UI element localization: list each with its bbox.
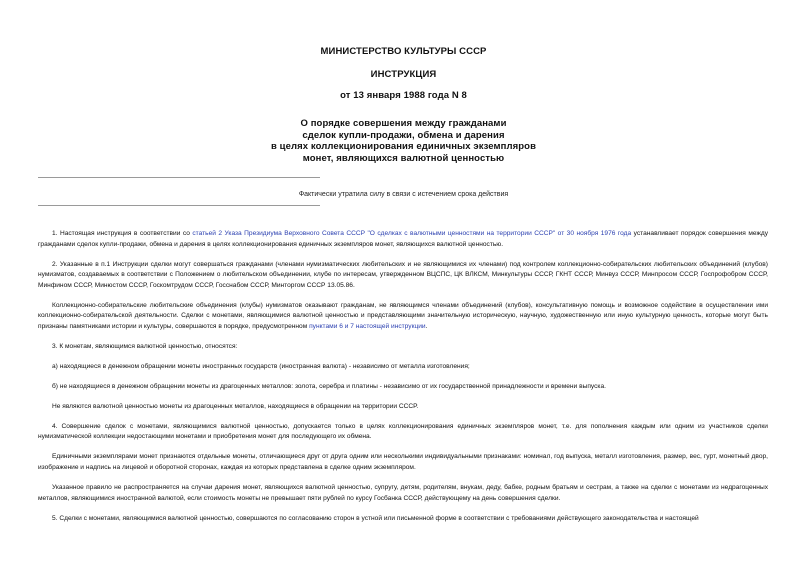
paragraph-6: б) не находящиеся в денежном обращении монеты из драгоценных металлов: золота, серебра и платины - независимо от их государственной принадлежности и времени выпуска.: [52, 382, 606, 390]
paragraph-1: 1. Настоящая инструкция в соответствии со статьей 2 Указа Президиума Верховного Совета СССР "О сделках с валютными ценностями на территории СССР" от 30 ноября 1976 года устанавливает порядок совершения между гражданами сделок купли-продажи, обмена и дарения в целях коллекционирования единичных экземпляров монет, являющихся валютной ценностью.: [38, 230, 769, 248]
document-subject: [0, 118, 807, 164]
paragraph-5: а) находящиеся в денежном обращении монеты иностранных государств (иностранная валюта) - независимо от металла изготовления;: [52, 362, 470, 370]
subject-line: сделок купли-продажи, обмена и дарения: [302, 129, 505, 141]
paragraph-7: Не являются валютной ценностью монеты из драгоценных металлов, находящиеся в обращении на территории СССР.: [52, 402, 419, 410]
divider-line: [38, 177, 320, 178]
subject-line: монет, являющихся валютной ценностью: [302, 152, 505, 164]
document-body: [38, 229, 768, 534]
instruction-items-link[interactable]: пунктами 6 и 7 настоящей инструкции: [309, 322, 426, 330]
divider-line: [38, 205, 320, 206]
paragraph-10: Указанное правило не распространяется на случаи дарения монет, являющихся валютной ценностью, супругу, детям, родителям, внукам, деду, бабке, родным братьям и сестрам, а также на сделки с монетами из недрагоценных металлов, являющимися иностранной валютой, если стоимость монеты не превышает пяти рублей по курсу Госбанка СССР, действующему на день совершения сделки.: [38, 484, 768, 502]
status-note: Фактически утратила силу в связи с истечением срока действия: [298, 191, 509, 198]
subject-line: в целях коллекционирования единичных экземпляров: [270, 141, 537, 152]
paragraph-3: Коллекционно-собирательские любительские объединения (клубы) нумизматов оказывают гражданам, не являющимся членами объединений (клубов), консультативную помощь и возможное содействие в осуществлении ими коллекционно-собирательской деятельности. Сделки с монетами, являющимися валютной ценностью и представляющими значительную историческую, научную, художественную или иную культурную ценность, которые могут быть признаны памятниками истории и культуры, совершаются в порядке, предусмотренном пунктами 6 и 7 настоящей инструкции.: [38, 301, 768, 330]
paragraph-8: 4. Совершение сделок с монетами, являющимися валютной ценностью, допускается только в целях коллекционирования единичных экземпляров монет, т.е. для пополнения каждым или одним из участников сделки нумизматической коллекции недостающими монетами и приобретения монет для последующего их обмена.: [38, 422, 768, 441]
paragraph-2: 2. Указанные в п.1 Инструкции сделки могут совершаться гражданами (членами нумизматических любительских и не являющимися их членами) под контролем коллекционно-собирательских любительских объединений (клубов) нумизматов, создаваемых в соответствии с Положением о любительском объединении, клубе по интересам, утвержденном ВЦСПС, ЦК ВЛКСМ, Минкультуры СССР, ГКНТ СССР, Минвуз СССР, Минпросом СССР, Госпрофобром СССР, Минфином СССР, Минюстом СССР, Госкомтрудом СССР, Госснабом СССР, Минторгом СССР 13.05.86.: [38, 260, 768, 289]
document-type-heading: ИНСТРУКЦИЯ: [370, 69, 437, 80]
document-date-number: от 13 января 1988 года N 8: [340, 90, 467, 101]
paragraph-9: Единичными экземплярами монет признаются отдельные монеты, отличающиеся друг от друга одним или несколькими индивидуальными признаками: номинал, год выпуска, металл изготовления, размер, вес, гурт, монетный двор, изображение и надпись на лицевой и оборотной сторонах, каждая из которых представлена в сделке одним экземпляром.: [38, 453, 768, 472]
decree-article-link[interactable]: статьей 2 Указа Президиума Верховного Совета СССР "О сделках с валютными ценностями на территории СССР" от 30 ноября 1976 года: [192, 230, 632, 237]
paragraph-4: 3. К монетам, являющимся валютной ценностью, относятся:: [52, 342, 238, 350]
subject-line: О порядке совершения между гражданами: [300, 118, 507, 129]
ministry-heading: МИНИСТЕРСТВО КУЛЬТУРЫ СССР: [320, 46, 487, 57]
paragraph-11: 5. Сделки с монетами, являющимися валютной ценностью, совершаются по согласованию сторон в устной или письменной форме в соответствии с требованиями действующего законодательства и настоящей: [52, 514, 699, 522]
